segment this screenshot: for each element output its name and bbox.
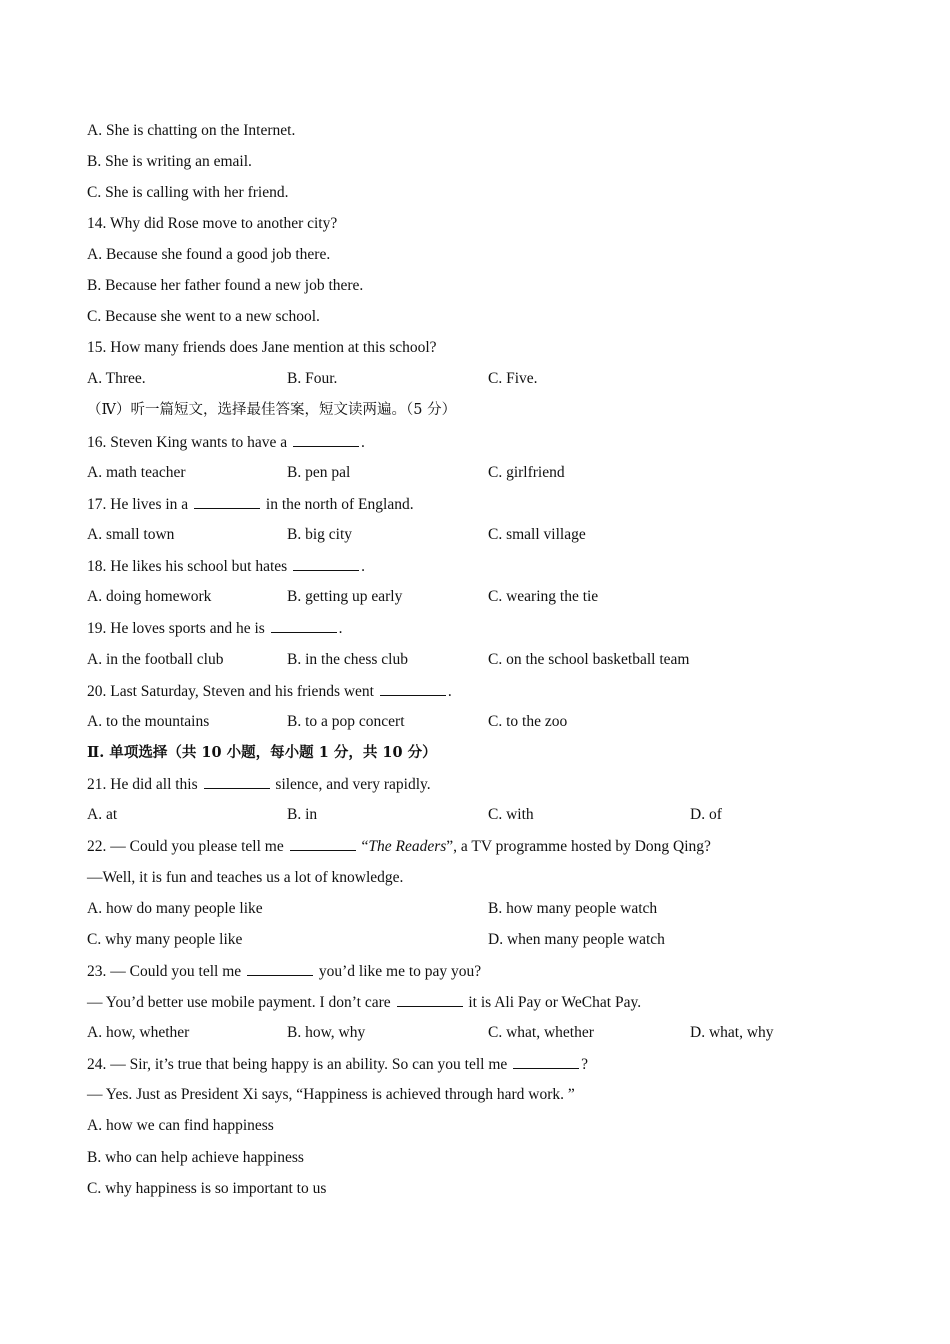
q15-stem: 15. How many friends does Jane mention at this school? xyxy=(87,339,437,356)
q16-option-b: B. pen pal xyxy=(287,464,351,481)
answer-blank xyxy=(247,961,313,976)
q21-stem-end: silence, and very rapidly. xyxy=(275,776,431,793)
q19-stem xyxy=(87,618,343,639)
q23-reply-text: — You’d better use mobile payment. I don’t care xyxy=(87,994,391,1011)
q18-stem xyxy=(87,556,365,577)
q23-stem xyxy=(87,961,481,982)
q22-option-d: D. when many people watch xyxy=(488,931,665,948)
heading-part: . 单项选择（共 xyxy=(99,744,202,761)
q21-option-b: B. in xyxy=(287,806,318,823)
q22-quote-open: “ xyxy=(361,838,369,855)
q19-stem-text: 19. He loves sports and he is xyxy=(87,620,265,637)
q14-option-c: C. Because she went to a new school. xyxy=(87,308,320,325)
q23-reply xyxy=(87,992,641,1013)
q22-stem-end: ”, a TV programme hosted by Dong Qing? xyxy=(446,838,711,855)
q20-option-a: A. to the mountains xyxy=(87,713,210,730)
q18-option-c: C. wearing the tie xyxy=(488,588,599,605)
heading-part: 小题，每小题 xyxy=(221,744,319,761)
q13-option-c: C. She is calling with her friend. xyxy=(87,184,289,201)
q21-option-c: C. with xyxy=(488,806,534,823)
answer-blank xyxy=(293,556,359,571)
q20-option-b: B. to a pop concert xyxy=(287,713,405,730)
section-iv-heading: （Ⅳ）听一篇短文，选择最佳答案，短文读两遍。（5 分） xyxy=(87,402,457,418)
q22-reply: —Well, it is fun and teaches us a lot of knowledge. xyxy=(87,869,404,886)
heading-part: 分，共 xyxy=(328,744,383,761)
answer-blank xyxy=(271,618,337,633)
q20-option-c: C. to the zoo xyxy=(488,713,568,730)
q16-stem-end: . xyxy=(361,434,365,451)
q24-reply: — Yes. Just as President Xi says, “Happiness is achieved through hard work. ” xyxy=(87,1086,575,1103)
q19-option-c: C. on the school basketball team xyxy=(488,651,690,668)
answer-blank xyxy=(397,992,463,1007)
q23-option-b: B. how, why xyxy=(287,1024,366,1041)
section-ii-heading xyxy=(87,743,437,763)
q15-option-c: C. Five. xyxy=(488,370,538,387)
q19-option-a: A. in the football club xyxy=(87,651,224,668)
q24-option-c: C. why happiness is so important to us xyxy=(87,1180,327,1197)
q16-option-a: A. math teacher xyxy=(87,464,186,481)
q20-stem-end: . xyxy=(447,683,452,700)
q18-option-a: A. doing homework xyxy=(87,588,212,605)
q16-stem xyxy=(87,432,365,453)
q17-stem-text: 17. He lives in a xyxy=(87,496,189,513)
q22-stem-text: 22. — Could you please tell me xyxy=(87,838,284,855)
q17-option-c: C. small village xyxy=(488,526,586,543)
q21-stem xyxy=(87,774,431,795)
heading-number: 1 xyxy=(318,744,329,761)
q23-stem-end: you’d like me to pay you? xyxy=(318,963,482,980)
q15-option-b: B. Four. xyxy=(287,370,338,387)
section-ii-roman: Ⅱ xyxy=(87,744,100,761)
answer-blank xyxy=(513,1054,579,1069)
q24-option-b: B. who can help achieve happiness xyxy=(87,1149,304,1166)
answer-blank xyxy=(194,494,260,509)
q15-option-a: A. Three. xyxy=(87,370,146,387)
q16-option-c: C. girlfriend xyxy=(488,464,565,481)
answer-blank xyxy=(290,836,356,851)
q21-option-a: A. at xyxy=(87,806,118,823)
q24-option-a: A. how we can find happiness xyxy=(87,1117,274,1134)
q18-option-b: B. getting up early xyxy=(287,588,403,605)
q18-stem-end: . xyxy=(361,558,365,575)
q22-option-b: B. how many people watch xyxy=(488,900,658,917)
q19-stem-end: . xyxy=(338,620,343,637)
q13-option-b: B. She is writing an email. xyxy=(87,153,252,170)
heading-number: 10 xyxy=(382,744,403,761)
answer-blank xyxy=(380,681,446,696)
q22-option-c: C. why many people like xyxy=(87,931,243,948)
q24-stem-end: ? xyxy=(581,1056,589,1073)
q22-programme-title: The Readers xyxy=(368,838,447,855)
q20-stem-text: 20. Last Saturday, Steven and his friends went xyxy=(87,683,374,700)
q22-stem xyxy=(87,836,711,857)
q14-option-b: B. Because her father found a new job there. xyxy=(87,277,364,294)
q23-reply-end: it is Ali Pay or WeChat Pay. xyxy=(468,994,642,1011)
q21-stem-text: 21. He did all this xyxy=(87,776,198,793)
answer-blank xyxy=(293,432,359,447)
answer-blank xyxy=(204,774,270,789)
q17-option-a: A. small town xyxy=(87,526,175,543)
q19-option-b: B. in the chess club xyxy=(287,651,408,668)
q21-option-d: D. of xyxy=(690,806,722,823)
q14-stem: 14. Why did Rose move to another city? xyxy=(87,215,338,232)
q17-stem xyxy=(87,494,414,515)
q24-stem-text: 24. — Sir, it’s true that being happy is an ability. So can you tell me xyxy=(87,1056,508,1073)
heading-number: 10 xyxy=(201,744,222,761)
q23-option-a: A. how, whether xyxy=(87,1024,190,1041)
heading-part: 分） xyxy=(402,744,437,761)
q13-option-a: A. She is chatting on the Internet. xyxy=(87,122,296,139)
q24-stem xyxy=(87,1054,588,1075)
q18-stem-text: 18. He likes his school but hates xyxy=(87,558,288,575)
q20-stem xyxy=(87,681,452,702)
q17-stem-end: in the north of England. xyxy=(265,496,414,513)
q23-option-c: C. what, whether xyxy=(488,1024,594,1041)
q16-stem-text: 16. Steven King wants to have a xyxy=(87,434,288,451)
q14-option-a: A. Because she found a good job there. xyxy=(87,246,331,263)
q22-option-a: A. how do many people like xyxy=(87,900,263,917)
q23-option-d: D. what, why xyxy=(690,1024,774,1041)
q17-option-b: B. big city xyxy=(287,526,353,543)
q23-stem-text: 23. — Could you tell me xyxy=(87,963,242,980)
